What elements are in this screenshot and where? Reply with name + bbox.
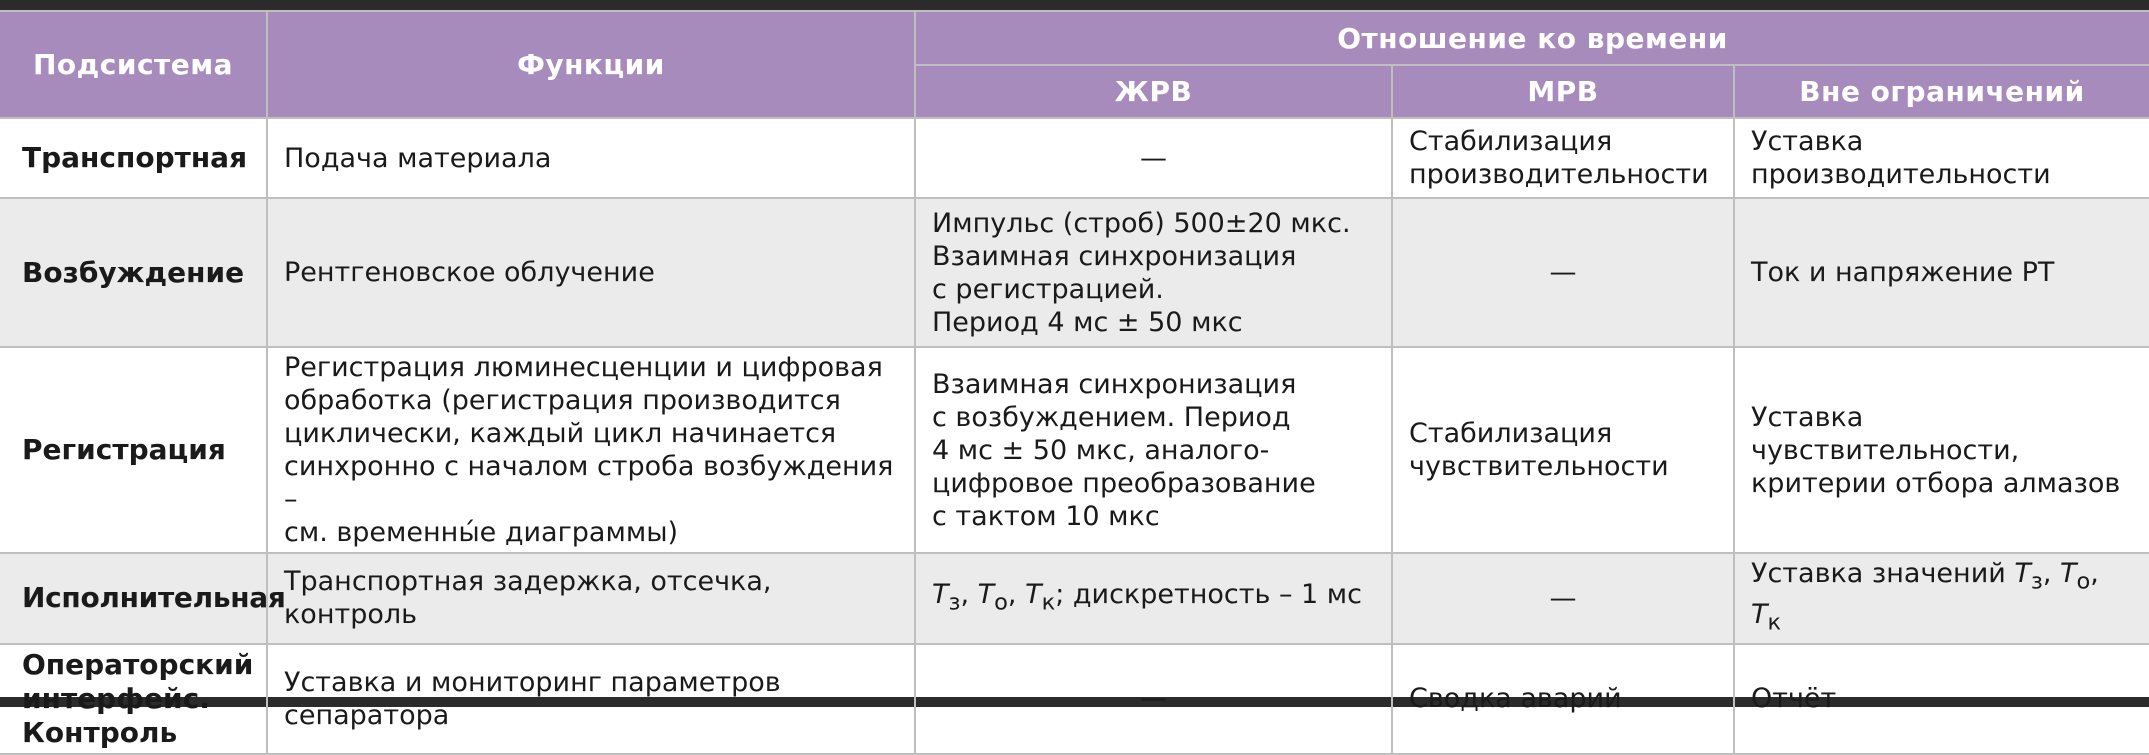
cell-line: Подача материала xyxy=(284,142,552,174)
row-unlimited xyxy=(1734,553,2149,644)
cell-line: чувствительности xyxy=(1409,451,1669,482)
cell-line: с возбуждением. Период xyxy=(932,401,1291,433)
row-name: Транспортная xyxy=(0,118,267,198)
cell-line: Уставка чувствительности, xyxy=(1751,401,2020,466)
cell-line: Транспортная задержка, отсечка, контроль xyxy=(284,566,772,631)
cell-line: обработка (регистрация производится xyxy=(284,385,841,416)
t-symbol: T xyxy=(977,578,995,610)
t-subscript: з xyxy=(948,589,961,616)
row-mrv xyxy=(1392,347,1734,553)
cell-line: Сводка аварий xyxy=(1409,683,1622,715)
row-unlimited xyxy=(1734,118,2149,198)
cell-text: Уставка значений xyxy=(1751,558,2015,589)
cell-line: интерфейс. xyxy=(22,681,210,715)
table-row xyxy=(0,553,2149,644)
row-functions xyxy=(267,644,915,754)
row-zhrv xyxy=(915,118,1392,198)
row-zhrv xyxy=(915,553,1392,644)
cell-line: Уставка xyxy=(1751,126,1864,157)
cell-line: с регистрацией. xyxy=(932,273,1164,305)
separator: , xyxy=(960,578,978,610)
row-mrv xyxy=(1392,198,1734,347)
cell-line: Период 4 мс ± 50 мкс xyxy=(932,306,1243,338)
row-zhrv xyxy=(915,644,1392,754)
row-zhrv xyxy=(915,198,1392,347)
cell-line: с тактом 10 мкс xyxy=(932,500,1160,532)
cell-line: — xyxy=(1140,683,1167,715)
cell-line: Ток и напряжение РТ xyxy=(1751,257,2055,288)
t-symbol: T xyxy=(2060,558,2077,589)
row-name: Регистрация xyxy=(0,347,267,553)
cell-line: — xyxy=(1549,257,1577,288)
table-header xyxy=(0,11,2149,118)
cell-line: Стабилизация xyxy=(1409,418,1613,449)
cell-line: Контроль xyxy=(22,715,178,749)
row-functions xyxy=(267,198,915,347)
header-subsystem: Подсистема xyxy=(0,11,267,118)
cell-line: производительности xyxy=(1409,159,1709,190)
cell-line: Взаимная синхронизация xyxy=(932,240,1297,272)
cell-line: цифровое преобразование xyxy=(932,467,1316,499)
cell-line: 4 мс ± 50 мкс, аналого- xyxy=(932,434,1270,466)
row-mrv xyxy=(1392,553,1734,644)
header-time-relation: Отношение ко времени xyxy=(915,11,2149,65)
row-mrv xyxy=(1392,118,1734,198)
row-functions xyxy=(267,553,915,644)
t-subscript: о xyxy=(2076,568,2091,595)
cell-line: синхронно с началом строба возбуждения – xyxy=(284,451,894,515)
row-functions xyxy=(267,347,915,553)
row-unlimited xyxy=(1734,347,2149,553)
t-symbol: T xyxy=(932,578,949,610)
row-name: Возбуждение xyxy=(0,198,267,347)
separator: , xyxy=(2042,558,2061,589)
row-zhrv xyxy=(915,347,1392,553)
cell-line: критерии отбора алмазов xyxy=(1751,467,2121,499)
row-name: Исполнительная xyxy=(0,553,267,644)
row-mrv xyxy=(1392,644,1734,754)
header-mrv: МРВ xyxy=(1392,65,1734,118)
t-symbol: T xyxy=(1025,578,1042,610)
t-subscript: о xyxy=(994,589,1008,616)
t-subscript: к xyxy=(1767,609,1782,636)
row-functions xyxy=(267,118,915,198)
table-row xyxy=(0,644,2149,754)
row-unlimited xyxy=(1734,644,2149,754)
row-name xyxy=(0,644,267,754)
cell-line: сепаратора xyxy=(284,699,450,731)
t-subscript: з xyxy=(2030,568,2043,595)
header-functions: Функции xyxy=(267,11,915,118)
cell-line: — xyxy=(1140,142,1167,174)
header-zhrv: ЖРВ xyxy=(915,65,1392,118)
cell-text: ; дискретность – 1 мс xyxy=(1055,578,1363,610)
table-row xyxy=(0,347,2149,553)
cell-line: Рентгеновское облучение xyxy=(284,257,655,288)
subsystems-table xyxy=(0,10,2149,755)
cell-line: — xyxy=(1549,582,1577,614)
cell-line: Стабилизация xyxy=(1409,126,1613,157)
cell-line: производительности xyxy=(1751,159,2051,190)
header-unlimited: Вне ограничений xyxy=(1734,65,2149,118)
cell-line: Импульс (строб) 500±20 мкс. xyxy=(932,207,1351,239)
row-unlimited xyxy=(1734,198,2149,347)
table-row xyxy=(0,198,2149,347)
separator: , xyxy=(1007,578,1026,610)
t-symbol: T xyxy=(1751,599,1768,631)
table-row xyxy=(0,118,2149,198)
cell-line: Взаимная синхронизация xyxy=(932,368,1297,400)
cell-line: Регистрация люминесценции и цифровая xyxy=(284,352,883,383)
cell-line: Уставка и мониторинг параметров xyxy=(284,666,781,698)
t-symbol: T xyxy=(2014,558,2031,589)
cell-line: Операторский xyxy=(22,647,254,681)
t-subscript: к xyxy=(1041,589,1056,616)
cell-line: Отчёт xyxy=(1751,683,1837,715)
cell-line: см. временны́е диаграммы) xyxy=(284,517,679,548)
cell-line: циклически, каждый цикл начинается xyxy=(284,418,837,449)
separator: , xyxy=(2090,558,2099,589)
